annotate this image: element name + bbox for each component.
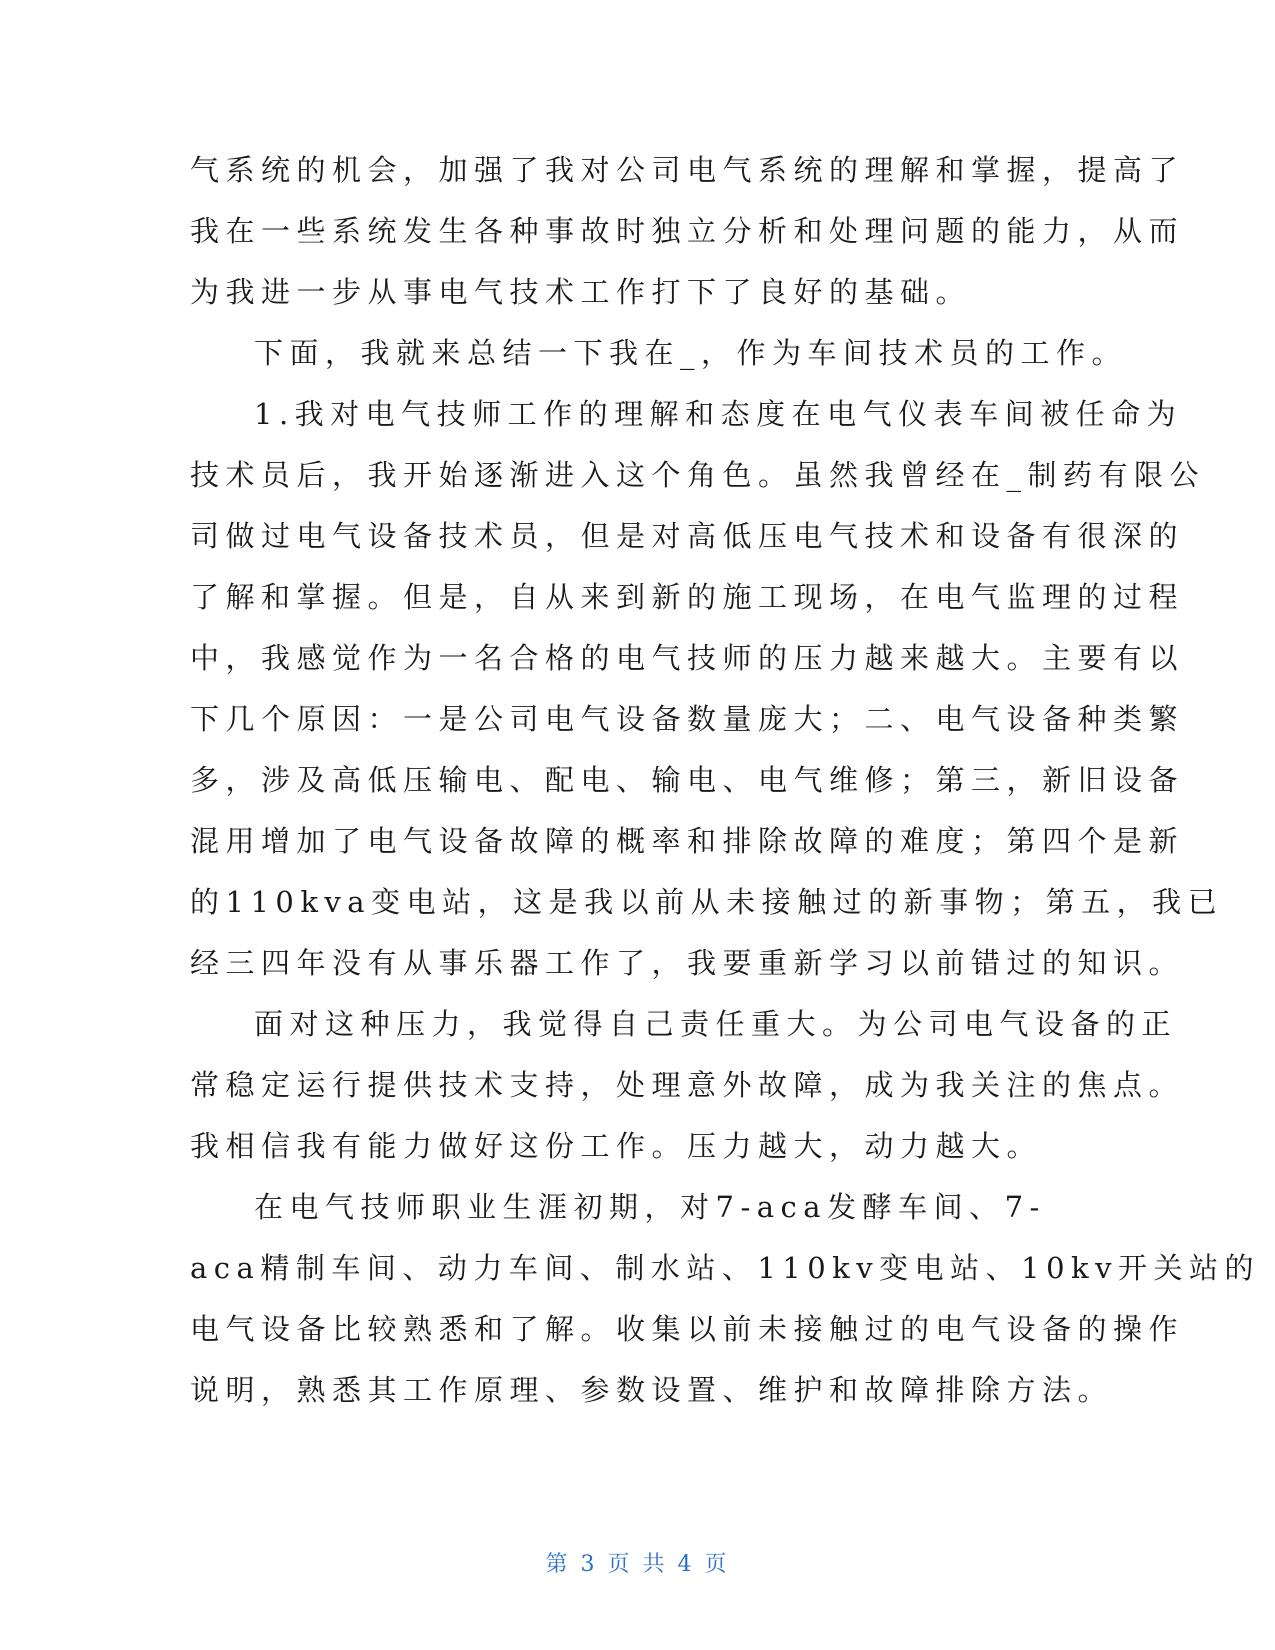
paragraph	[190, 140, 1185, 323]
text-line: 电气设备比较熟悉和了解。收集以前未接触过的电气设备的操作	[190, 1312, 1185, 1346]
text-line: 了解和掌握。但是，自从来到新的施工现场，在电气监理的过程	[190, 580, 1185, 614]
document-body	[190, 140, 1260, 1421]
text-line: 多，涉及高低压输电、配电、输电、电气维修；第三，新旧设备	[190, 763, 1185, 797]
paragraph	[190, 994, 1185, 1177]
paragraph	[190, 1177, 1260, 1421]
text-line: 1.我对电气技师工作的理解和态度在电气仪表车间被任命为	[254, 397, 1183, 431]
text-line: 为我进一步从事电气技术工作打下了良好的基础。	[190, 275, 972, 309]
text-line: 中，我感觉作为一名合格的电气技师的压力越来越大。主要有以	[190, 641, 1185, 675]
text-line: 常稳定运行提供技术支持，处理意外故障，成为我关注的焦点。	[190, 1068, 1185, 1102]
text-line: 气系统的机会，加强了我对公司电气系统的理解和掌握，提高了	[190, 153, 1185, 187]
text-line: 下面，我就来总结一下我在_，作为车间技术员的工作。	[254, 336, 1128, 370]
text-line: 说明，熟悉其工作原理、参数设置、维护和故障排除方法。	[190, 1373, 1114, 1407]
paragraph	[190, 384, 1224, 994]
text-line: 在电气技师职业生涯初期，对7-aca发酵车间、7-	[254, 1190, 1046, 1224]
text-line: 我在一些系统发生各种事故时独立分析和处理问题的能力，从而	[190, 214, 1185, 248]
text-line: 下几个原因：一是公司电气设备数量庞大；二、电气设备种类繁	[190, 702, 1185, 736]
text-line: 面对这种压力，我觉得自己责任重大。为公司电气设备的正	[254, 1007, 1178, 1041]
text-line: 经三四年没有从事乐器工作了，我要重新学习以前错过的知识。	[190, 946, 1185, 980]
page-number-footer: 第 3 页 共 4 页	[545, 1552, 730, 1577]
text-line: 我相信我有能力做好这份工作。压力越大，动力越大。	[190, 1129, 1043, 1163]
text-line: 混用增加了电气设备故障的概率和排除故障的难度；第四个是新	[190, 824, 1185, 858]
text-line: 的110kva变电站，这是我以前从未接触过的新事物；第五，我已	[190, 885, 1224, 919]
text-line: 司做过电气设备技术员，但是对高低压电气技术和设备有很深的	[190, 519, 1185, 553]
paragraph	[190, 323, 1128, 384]
text-line: aca精制车间、动力车间、制水站、110kv变电站、10kv开关站的	[190, 1251, 1260, 1285]
text-line: 技术员后，我开始逐渐进入这个角色。虽然我曾经在_制药有限公	[190, 458, 1206, 492]
